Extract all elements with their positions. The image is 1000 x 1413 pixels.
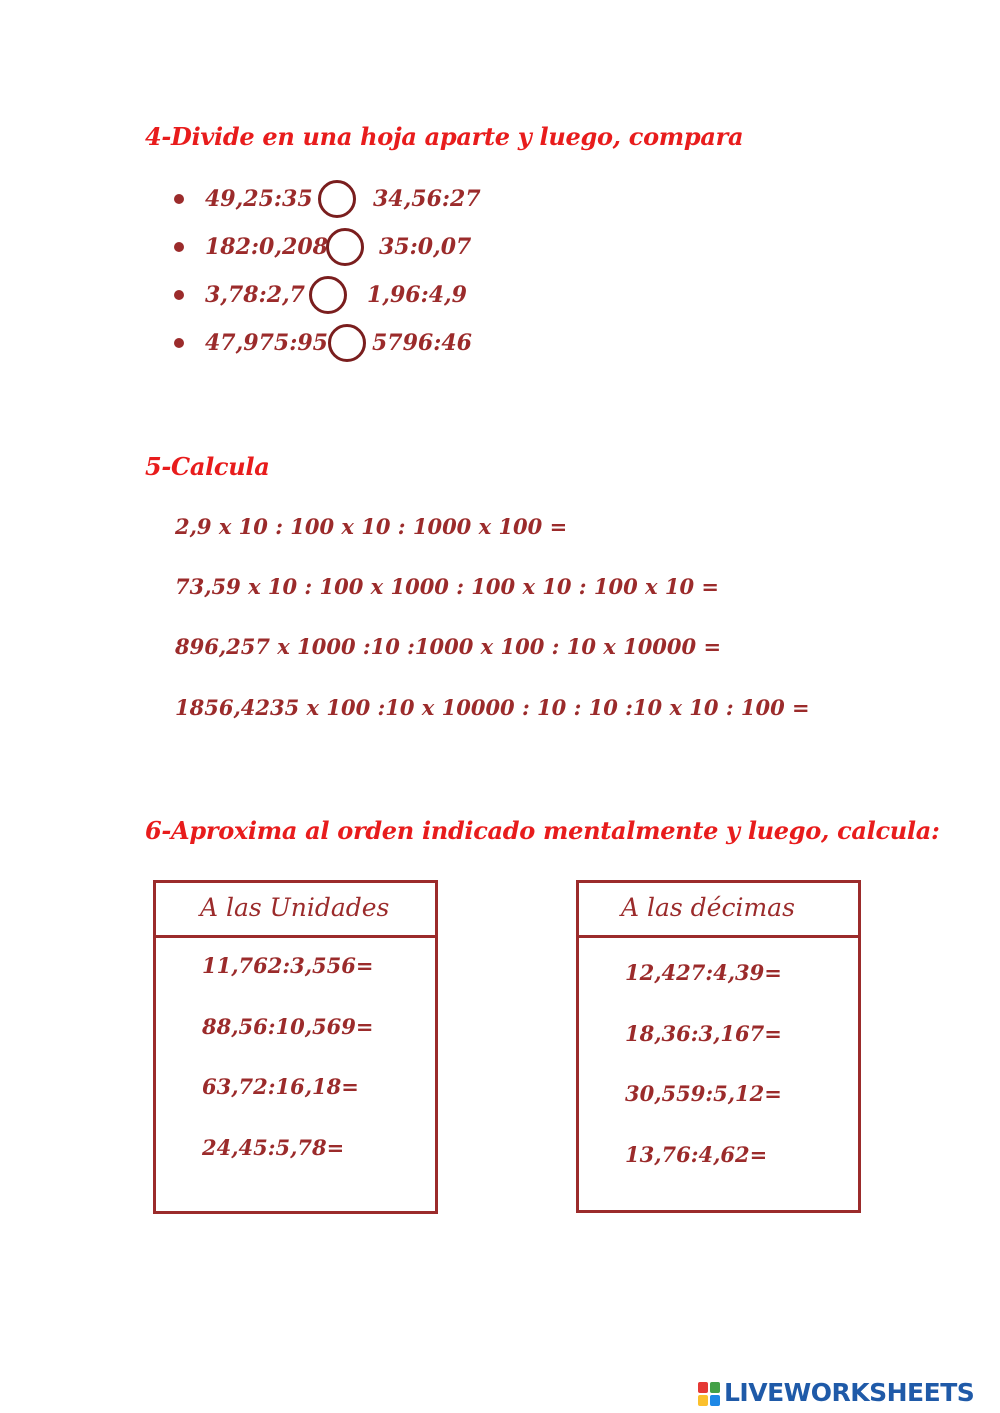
- units-item-4: 24,45:5,78=: [202, 1135, 345, 1160]
- bullet-icon: [174, 290, 184, 300]
- calc-expression-2: 73,59 x 10 : 100 x 1000 : 100 x 10 : 100 x 10 =: [175, 574, 719, 599]
- liveworksheets-logo[interactable]: [698, 1378, 994, 1410]
- calc-expression-4: 1856,4235 x 100 :10 x 10000 : 10 : 10 :10 x 10 : 100 =: [175, 695, 810, 720]
- units-box: [153, 880, 438, 1214]
- units-item-3: 63,72:16,18=: [202, 1074, 359, 1099]
- section-6-title: 6-Aproxima al orden indicado mentalmente y luego, calcula:: [145, 816, 940, 845]
- units-item-1: 11,762:3,556=: [202, 953, 374, 978]
- bullet-icon: [174, 194, 184, 204]
- section-5-title: 5-Calcula: [145, 452, 270, 481]
- compare-item-1: [170, 180, 570, 220]
- compare-right: 5796:46: [372, 330, 472, 356]
- compare-item-2: [170, 228, 570, 268]
- tenths-item-2: 18,36:3,167=: [625, 1021, 782, 1046]
- compare-answer-circle[interactable]: [309, 276, 347, 314]
- compare-left: 47,975:95: [205, 330, 328, 356]
- tenths-box: [576, 880, 861, 1213]
- calc-expression-1: 2,9 x 10 : 100 x 10 : 1000 x 100 =: [175, 514, 568, 539]
- bullet-icon: [174, 338, 184, 348]
- calc-expression-3: 896,257 x 1000 :10 :1000 x 100 : 10 x 10000 =: [175, 634, 722, 659]
- compare-right: 1,96:4,9: [367, 282, 467, 308]
- tenths-item-3: 30,559:5,12=: [625, 1081, 782, 1106]
- compare-item-4: [170, 324, 570, 364]
- tenths-item-1: 12,427:4,39=: [625, 960, 782, 985]
- compare-left: 3,78:2,7: [205, 282, 305, 308]
- compare-answer-circle[interactable]: [328, 324, 366, 362]
- compare-left: 182:0,208: [205, 234, 328, 260]
- liveworksheets-logo-text: LIVEWORKSHEETS: [724, 1378, 975, 1407]
- compare-left: 49,25:35: [205, 186, 313, 212]
- compare-answer-circle[interactable]: [326, 228, 364, 266]
- units-box-header: [156, 883, 435, 938]
- compare-right: 35:0,07: [379, 234, 472, 260]
- compare-item-3: [170, 276, 570, 316]
- tenths-box-title: A las décimas: [621, 893, 795, 922]
- units-item-2: 88,56:10,569=: [202, 1014, 374, 1039]
- units-box-title: A las Unidades: [200, 893, 390, 922]
- compare-right: 34,56:27: [373, 186, 481, 212]
- liveworksheets-mark-icon: [698, 1382, 720, 1406]
- section-4-title: 4-Divide en una hoja aparte y luego, compara: [145, 122, 744, 151]
- tenths-item-4: 13,76:4,62=: [625, 1142, 768, 1167]
- compare-answer-circle[interactable]: [318, 180, 356, 218]
- bullet-icon: [174, 242, 184, 252]
- tenths-box-header: [579, 883, 858, 938]
